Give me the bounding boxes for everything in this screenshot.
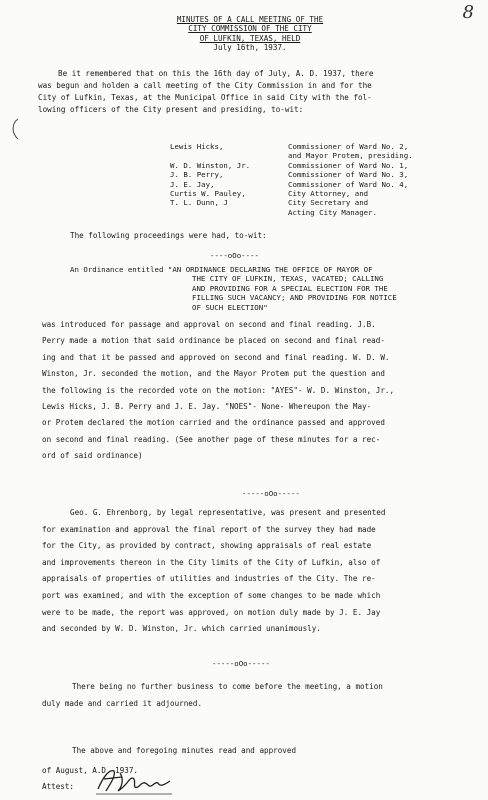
officer-name: Curtis W. Pauley, [170,189,246,199]
officer-row [170,151,413,160]
text-line: for examination and approval the final report of the survey they had made [42,524,376,534]
header-line-1: MINUTES OF A CALL MEETING OF THE [176,15,324,24]
officer-row [170,170,413,179]
header-line-3: OF LUFKIN, TEXAS, HELD [199,33,301,43]
officer-title: Commissioner of Ward No. 4, [288,179,409,189]
ordinance-title [70,265,397,312]
survey-paragraph [42,505,385,638]
text-line: Lewis Hicks, J. B. Perry and J. E. Jay. "NOES"- None- Whereupon the May- [42,402,372,412]
text-line: Geo. G. Ehrenborg, by legal representative, was present and presented [70,508,386,517]
margin-mark [10,118,20,140]
separator: -----oOo----- [212,659,270,668]
text-line: Winston, Jr. seconded the motion, and the Mayor Protem put the question and [42,369,385,379]
adjournment-paragraph [42,679,383,712]
attest-label: Attest: [42,782,75,791]
officer-name [170,151,288,160]
text-line: of August, A.D. 1937. [42,766,139,775]
text-line: AND PROVIDING FOR A SPECIAL ELECTION FOR THE [192,283,388,293]
text-line: City of Lufkin, Texas, at the Municipal Office in said City with the fol- [38,93,372,102]
opening-paragraph [38,68,373,116]
text-line: There being no further business to come before the meeting, a motion [72,682,383,691]
text-line: appraisals of properties of utilities and industries of the City. The re- [42,574,376,584]
signature [94,765,174,797]
officer-name: J. B. Perry, [170,170,224,180]
text-line: on second and final reading. (See another page of these minutes for a rec- [42,434,381,444]
officer-row [170,198,413,207]
text-line: OF SUCH ELECTION" [192,302,268,312]
officer-row [170,161,413,170]
officer-title: Acting City Manager. [288,207,377,217]
text-line: was begun and holden a call meeting of the City Commission in and for the [38,81,372,90]
officers-list [170,142,413,217]
text-line: port was examined, and with the exception of some changes to be made which [42,590,381,600]
officer-name: Lewis Hicks, [170,142,224,151]
separator: -----oOo----- [242,489,300,498]
officer-title: City Secretary and [288,198,369,208]
text-line: for the City, as provided by contract, showing appraisals of real estate [42,541,372,551]
officer-title: and Mayor Protem, presiding. [288,151,413,161]
officer-title: Commissioner of Ward No. 2, [288,142,409,151]
officer-row [170,142,413,151]
header-line-2: CITY COMMISSION OF THE CITY [188,24,312,34]
officer-name [170,208,288,217]
officer-row [170,208,413,217]
ordinance-paragraph [42,317,394,465]
officer-name: J. E. Jay, [170,179,215,189]
text-line: Perry made a motion that said ordinance be placed on second and final read- [42,336,385,346]
officer-row [170,180,413,189]
text-line: Be it remembered that on this the 16th day of July, A. D. 1937, there [58,69,374,78]
page-number: 8 [462,2,474,23]
header-date: July 16th, 1937. [213,43,287,53]
text-line: lowing officers of the City present and presiding, to-wit: [38,105,304,114]
text-line: the following is the recorded vote on the motion: "AYES"- W. D. Winston, Jr., [42,385,395,395]
text-line: duly made and carried it adjourned. [42,698,203,708]
officer-title: City Attorney, and [288,189,369,199]
text-line: FILLING SUCH VACANCY; AND PROVIDING FOR NOTICE [192,293,397,303]
proceedings-intro: The following proceedings were had, to-wit: [70,231,267,240]
officer-name: T. L. Dunn, J [170,198,228,208]
text-line: and seconded by W. D. Winston, Jr. which carried unanimously. [42,624,321,634]
minutes-header [150,15,350,53]
separator: ----oOo---- [210,251,259,260]
officer-title: Commissioner of Ward No. 3, [288,170,409,180]
officer-name: W. D. Winston, Jr. [170,160,251,170]
text-line: or Protem declared the motion carried and the ordinance passed and approved [42,418,385,428]
text-line: The above and foregoing minutes read and approved [72,746,297,755]
text-line: was introduced for passage and approval on second and final reading. J.B. [42,320,376,329]
text-line: An Ordinance entitled "AN ORDINANCE DECLARING THE OFFICE OF MAYOR OF [70,265,373,274]
officer-title: Commissioner of Ward No. 1, [288,160,409,170]
text-line: THE CITY OF LUFKIN, TEXAS, VACATED; CALLING [192,274,384,284]
text-line: and improvements thereon in the City limits of the City of Lufkin, also of [42,557,381,567]
text-line: were to be made, the report was approved, on motion duly made by J. E. Jay [42,607,381,617]
text-line: ord of said ordinance) [42,451,143,461]
officer-row [170,189,413,198]
text-line: ing and that it be passed and approved on second and final reading. W. D. W. [42,352,390,362]
